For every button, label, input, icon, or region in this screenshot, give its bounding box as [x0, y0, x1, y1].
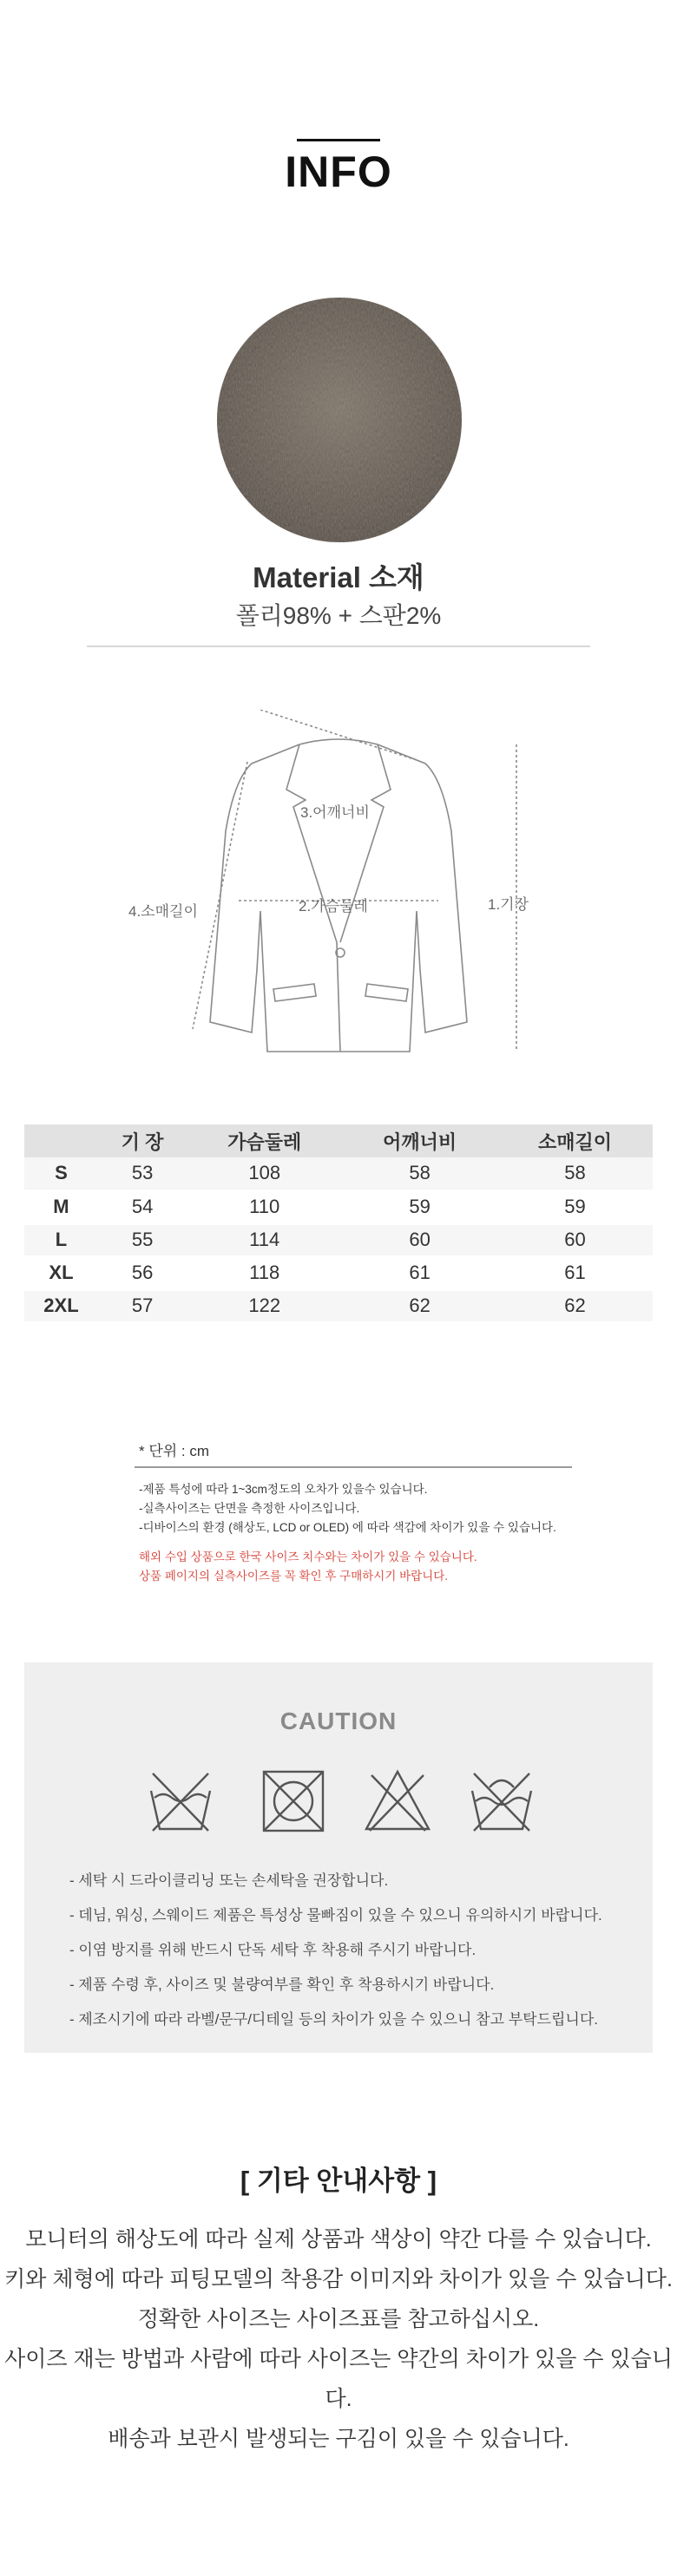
etc-line: 정확한 사이즈는 사이즈표를 참고하십시오. [137, 2307, 540, 2331]
sleeve-cell: 60 [497, 1223, 653, 1256]
chest-cell: 114 [187, 1223, 342, 1256]
shoulder-cell: 61 [342, 1256, 497, 1289]
unit-label: * 단위 : cm [139, 1443, 210, 1459]
table-row [24, 1190, 653, 1223]
caution-title: CAUTION [279, 1708, 398, 1734]
etc-line: 사이즈 재는 방법과 사람에 따라 사이즈는 약간의 차이가 있을 수 있습니다. [4, 2347, 673, 2411]
size-cell: L [24, 1223, 98, 1256]
etc-line: 키와 체형에 따라 피팅모델의 착용감 이미지와 차이가 있을 수 있습니다. [4, 2267, 673, 2291]
no-tumble-dry-icon [259, 1766, 328, 1836]
shoulder-cell: 59 [342, 1190, 497, 1223]
no-ironing-icon [467, 1766, 536, 1836]
shoulder-cell: 60 [342, 1223, 497, 1256]
material-title: Material 소재 [253, 561, 424, 593]
caution-box [24, 1662, 653, 2053]
length-cell: 54 [98, 1190, 187, 1223]
material-value: 폴리98% + 스판2% [235, 602, 442, 629]
diagram-label-shoulder: 3.어깨너비 [300, 804, 370, 821]
list-item: - 세탁 시 드라이클리닝 또는 손세탁을 권장합니다. [69, 1872, 389, 1889]
chest-cell: 122 [187, 1289, 342, 1322]
length-cell: 56 [98, 1256, 187, 1289]
info-title: INFO [285, 147, 392, 196]
sleeve-cell: 61 [497, 1256, 653, 1289]
care-icons [146, 1766, 545, 1845]
size-table-header [24, 1124, 653, 1157]
note-line: -실측사이즈는 단면을 측정한 사이즈입니다. [139, 1502, 360, 1515]
chest-cell: 110 [187, 1190, 342, 1223]
note-line: -디바이스의 환경 (해상도, LCD or OLED) 에 따라 색감에 차이가 있을 수 있습니다. [139, 1521, 556, 1534]
length-col-header: 기 장 [98, 1124, 187, 1157]
list-item: - 제품 수령 후, 사이즈 및 불량여부를 확인 후 착용하시기 바랍니다. [69, 1976, 495, 1993]
length-cell: 57 [98, 1289, 187, 1322]
size-table [24, 1124, 653, 1324]
list-item: - 이염 방지를 위해 반드시 단독 세탁 후 착용해 주시기 바랍니다. [69, 1942, 477, 1958]
size-cell: M [24, 1190, 98, 1223]
list-item: - 데님, 워싱, 스웨이드 제품은 특성상 물빠짐이 있을 수 있으니 유의하시기 바랍니다. [69, 1907, 602, 1924]
jacket-outline [113, 710, 564, 1057]
red-note-line: 상품 페이지의 실측사이즈를 꼭 확인 후 구매하시기 바랍니다. [139, 1570, 449, 1583]
fabric-texture [217, 298, 462, 542]
size-col-header [24, 1124, 98, 1157]
measurement-notes [139, 1480, 556, 1537]
table-row [24, 1223, 653, 1256]
sleeve-cell: 58 [497, 1157, 653, 1190]
diagram-label-sleeve: 4.소매길이 [128, 903, 198, 920]
diagram-label-chest: 2.가슴둘레 [299, 898, 368, 914]
material-divider [87, 646, 590, 647]
sleeve-cell: 62 [497, 1289, 653, 1322]
etc-line: 모니터의 해상도에 따라 실제 상품과 색상이 약간 다를 수 있습니다. [25, 2227, 652, 2252]
shoulder-cell: 62 [342, 1289, 497, 1322]
no-wash-icon [146, 1766, 215, 1836]
table-row [24, 1157, 653, 1190]
info-header [0, 139, 677, 196]
import-notes [139, 1548, 477, 1586]
diagram-label-length: 1.기장 [488, 896, 529, 913]
etc-lines [0, 2219, 677, 2459]
length-cell: 55 [98, 1223, 187, 1256]
table-row [24, 1289, 653, 1322]
jacket-diagram [113, 710, 564, 1057]
unit-divider [135, 1466, 572, 1468]
fabric-swatch-image [217, 298, 462, 542]
info-title-bar [297, 139, 380, 141]
chest-cell: 118 [187, 1256, 342, 1289]
length-cell: 53 [98, 1157, 187, 1190]
table-row [24, 1256, 653, 1289]
chest-col-header: 가슴둘레 [187, 1124, 342, 1157]
etc-line: 배송과 보관시 발생되는 구김이 있을 수 있습니다. [108, 2427, 569, 2451]
size-cell: 2XL [24, 1289, 98, 1322]
shoulder-cell: 58 [342, 1157, 497, 1190]
shoulder-col-header: 어깨너비 [342, 1124, 497, 1157]
list-item: - 제조시기에 따라 라벨/문구/디테일 등의 차이가 있을 수 있으니 참고 부탁드립니다. [69, 2011, 598, 2028]
size-cell: XL [24, 1256, 98, 1289]
sleeve-col-header: 소매길이 [497, 1124, 653, 1157]
etc-title: [ 기타 안내사항 ] [240, 2166, 437, 2196]
size-cell: S [24, 1157, 98, 1190]
sleeve-cell: 59 [497, 1190, 653, 1223]
red-note-line: 해외 수입 상품으로 한국 사이즈 치수와는 차이가 있을 수 있습니다. [139, 1550, 477, 1563]
note-line: -제품 특성에 따라 1~3cm정도의 오차가 있을수 있습니다. [139, 1483, 428, 1496]
chest-cell: 108 [187, 1157, 342, 1190]
caution-list [69, 1864, 602, 2037]
no-bleach-icon [363, 1766, 432, 1836]
